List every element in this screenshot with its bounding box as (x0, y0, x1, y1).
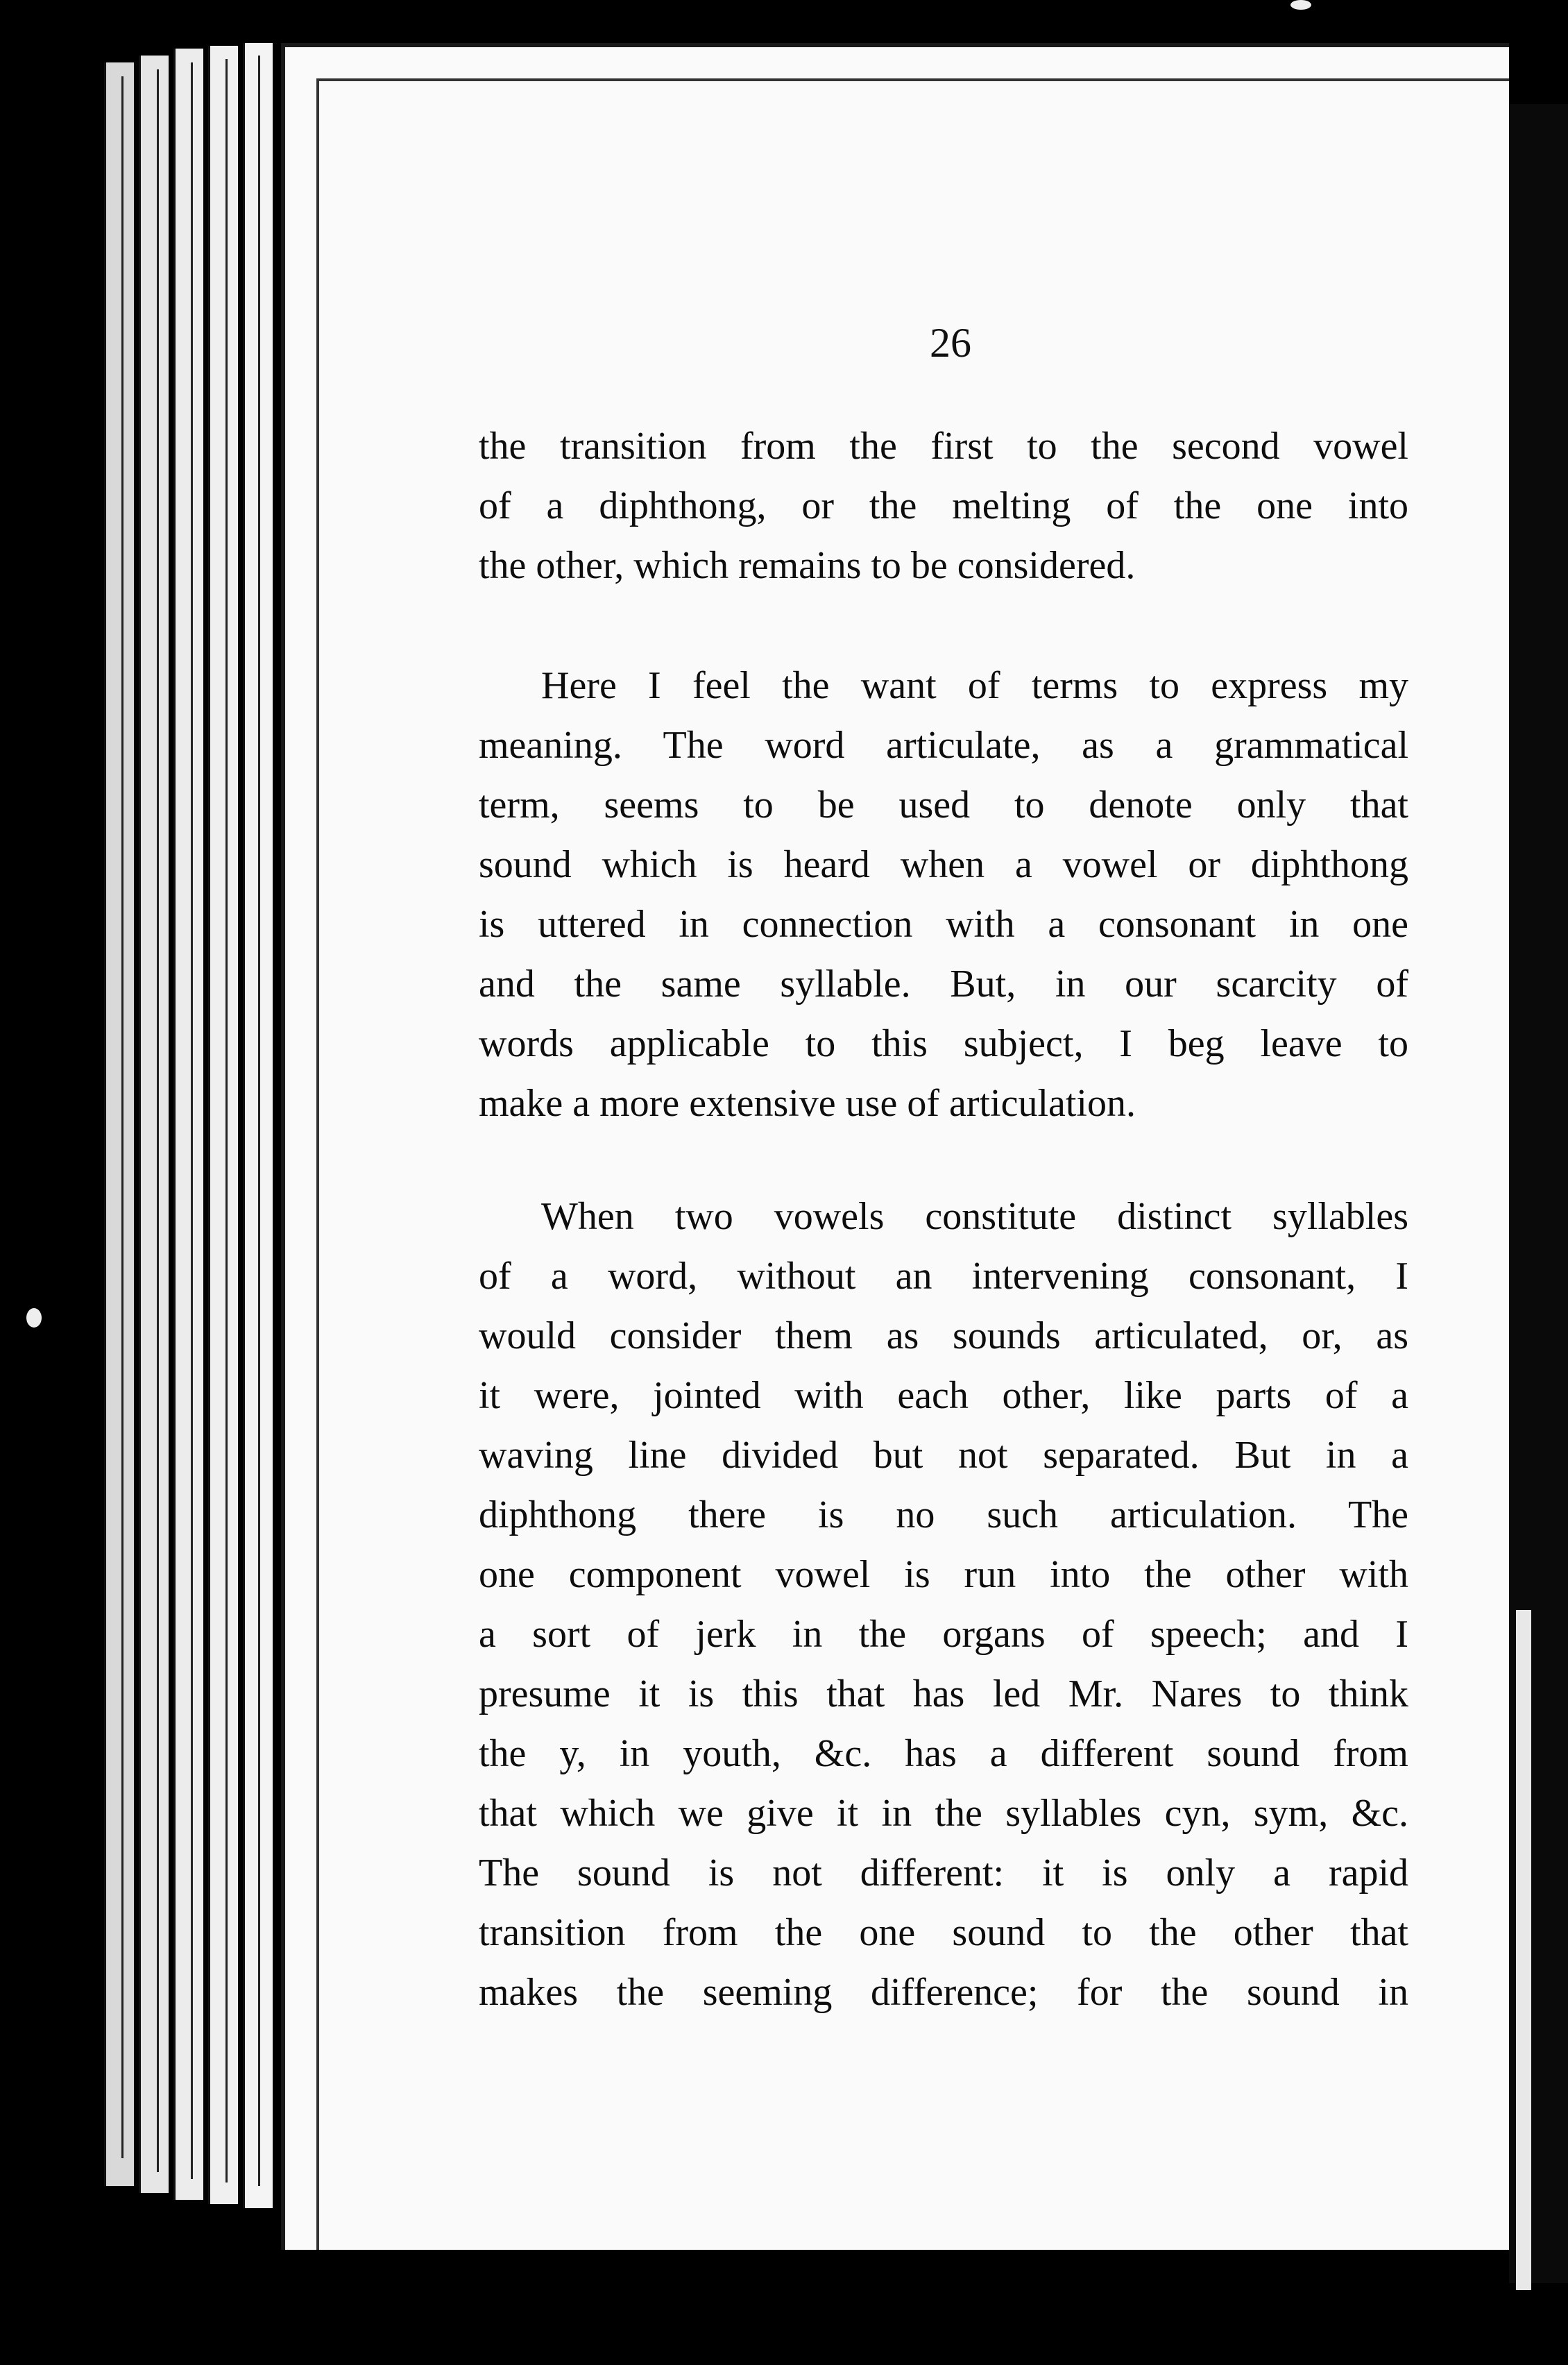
text-line: diphthong there is no such articulation. The (479, 1493, 1408, 1536)
text-line: Here I feel the want of terms to express my (541, 664, 1408, 707)
page-edge (139, 56, 169, 2193)
text-line: term, seems to be used to denote only that (479, 783, 1408, 827)
text-line: the y, in youth, &c. has a different sound from (479, 1732, 1408, 1775)
binding-gutter-highlight (1516, 1610, 1531, 2290)
text-line: presume it is this that has led Mr. Nares to think (479, 1672, 1408, 1715)
text-line: is uttered in connection with a consonant in one (479, 903, 1408, 946)
text-line: the other, which remains to be considered. (479, 544, 1136, 587)
text-line: of a diphthong, or the melting of the one into (479, 484, 1408, 527)
page-edge (104, 62, 134, 2186)
text-line: the transition from the first to the second vowel (479, 425, 1408, 468)
text-line: words applicable to this subject, I beg leave to (479, 1022, 1408, 1065)
text-line: makes the seeming difference; for the sound in (479, 1971, 1408, 2014)
page-number: 26 (930, 320, 971, 366)
text-line: When two vowels constitute distinct syllables (541, 1195, 1408, 1238)
text-line: of a word, without an intervening consonant, I (479, 1255, 1408, 1298)
scan-speck (26, 1308, 42, 1328)
page-edge-line (157, 69, 159, 2172)
page-edge (173, 49, 203, 2200)
text-line: would consider them as sounds articulated, or, as (479, 1314, 1408, 1357)
text-line: sound which is heard when a vowel or diphthong (479, 843, 1408, 886)
scan-speck (1290, 0, 1311, 10)
text-line: The sound is not different: it is only a rapid (479, 1851, 1408, 1894)
text-line: meaning. The word articulate, as a grammatical (479, 724, 1408, 767)
text-line: and the same syllable. But, in our scarcity of (479, 963, 1408, 1006)
text-line: waving line divided but not separated. But in a (479, 1434, 1408, 1477)
text-line: it were, jointed with each other, like parts of a (479, 1374, 1408, 1417)
text-line: one component vowel is run into the other with (479, 1553, 1408, 1596)
page-edge-line (191, 62, 193, 2179)
text-line: transition from the one sound to the other that (479, 1911, 1408, 1954)
text-line: that which we give it in the syllables cyn, sym, &c. (479, 1792, 1408, 1835)
page-edge-line (225, 59, 228, 2182)
page-edge-line (258, 56, 260, 2186)
text-line: a sort of jerk in the organs of speech; and I (479, 1613, 1408, 1656)
page-edge (208, 46, 238, 2204)
text-line: make a more extensive use of articulation. (479, 1082, 1136, 1125)
page-edge-line (121, 76, 123, 2158)
